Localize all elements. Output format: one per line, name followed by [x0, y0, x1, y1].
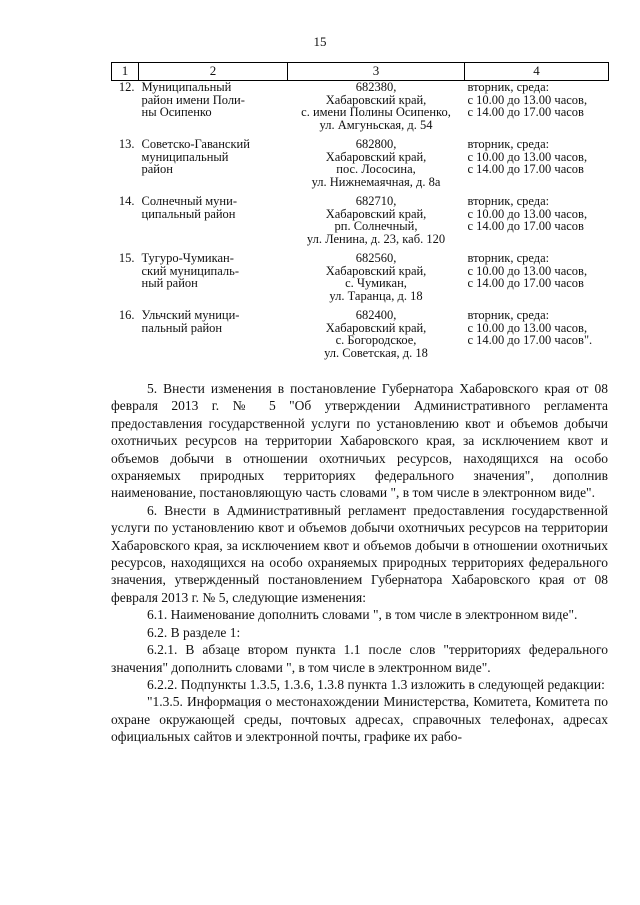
office-address-line: ул. Нижнемаячная, д. 8а — [311, 174, 441, 189]
district-name-line: муниципальный — [141, 149, 229, 164]
paragraph: 6.1. Наименование дополнить словами ", в том числе в электронном виде". — [147, 607, 578, 623]
reception-schedule — [465, 252, 609, 309]
reception-schedule-line: вторник, среда: — [467, 251, 550, 265]
table-row — [112, 195, 609, 252]
table-header-row — [112, 63, 609, 81]
table-row — [112, 138, 609, 195]
row-number: 12. — [118, 80, 135, 94]
paragraph: 6.2.2. Подпункты 1.3.5, 1.3.6, 1.3.8 пункта 1.3 изложить в следующей редакции: — [147, 676, 605, 692]
district-name — [139, 309, 288, 366]
paragraph: 5. Внести изменения в постановление Губернатора Хабаровского края от 08 февраля 2013 г. № 5 "Об утверждении Административного регламента предоставления государственной услуги по установлению квот и объемов добычи охотничьих ресурсов на территории Хабаровского края, за исключением квот и объемов добычи в отношении охотничьих ресурсов, находящихся на особо охраняемых природных территориях федерального значения", дополнив наименование, постановляющую часть словами ", в том числе в электронном виде". — [111, 381, 608, 501]
reception-schedule-line: вторник, среда: — [467, 80, 550, 94]
district-name-line: район — [141, 162, 173, 176]
district-name — [139, 252, 288, 309]
office-address-line: Хабаровский край, — [325, 206, 427, 221]
office-address-line: ул. Советская, д. 18 — [324, 345, 428, 360]
district-name-line: ципальный район — [141, 206, 236, 221]
reception-schedule-line: с 10.00 до 13.00 часов, — [467, 92, 588, 107]
office-address-line: 682710, — [355, 194, 397, 208]
office-address — [288, 195, 465, 252]
document-body — [111, 380, 608, 746]
reception-schedule-line: с 14.00 до 17.00 часов — [467, 105, 584, 119]
office-address-line: пос. Лососина, — [336, 162, 416, 176]
row-number: 13. — [118, 137, 135, 151]
office-address — [288, 138, 465, 195]
district-name — [139, 195, 288, 252]
reception-schedule-line: вторник, среда: — [467, 194, 550, 208]
reception-schedule-line: с 10.00 до 13.00 часов, — [467, 263, 588, 278]
reception-schedule — [465, 195, 609, 252]
table-row — [112, 309, 609, 366]
office-address-line: 682560, — [355, 251, 397, 265]
reception-schedule-line: с 10.00 до 13.00 часов, — [467, 320, 588, 335]
district-name-line: ский муниципаль- — [141, 263, 239, 278]
district-name-line: район имени Поли- — [141, 92, 245, 107]
district-name-line: Ульчский муници- — [141, 308, 240, 322]
district-name-line: ный район — [141, 276, 198, 290]
offices-table — [111, 62, 609, 366]
office-address-line: ул. Ленина, д. 23, каб. 120 — [306, 231, 446, 246]
district-name — [139, 138, 288, 195]
office-address-line: ул. Амгуньская, д. 54 — [319, 117, 433, 132]
reception-schedule-line: вторник, среда: — [467, 308, 550, 322]
reception-schedule — [465, 81, 609, 139]
office-address-line: Хабаровский край, — [325, 92, 427, 107]
district-name-line: пальный район — [141, 320, 223, 335]
office-address-line: 682400, — [355, 308, 397, 322]
office-address-line: 682380, — [355, 80, 397, 94]
office-address-line: Хабаровский край, — [325, 320, 427, 335]
paragraph: 6.2. В разделе 1: — [147, 624, 241, 640]
table-row — [112, 81, 609, 139]
office-address-line: ул. Таранца, д. 18 — [329, 288, 423, 303]
district-name-line: ны Осипенко — [141, 105, 212, 119]
office-address-line: Хабаровский край, — [325, 149, 427, 164]
reception-schedule-line: с 14.00 до 17.00 часов". — [467, 333, 593, 347]
page-number: 15 — [313, 34, 327, 49]
column-header: 3 — [288, 63, 465, 81]
office-address-line: с. Богородское, — [335, 333, 417, 347]
reception-schedule — [465, 309, 609, 366]
office-address — [288, 252, 465, 309]
paragraph: 6. Внести в Административный регламент предоставления государственной услуги по установлению квот и объемов добычи охотничьих ресурсов на территории Хабаровского края, за исключением квот и объемов добычи в отношении охотничьих ресурсов, находящихся на особо охраняемых природных территориях федерального значения, утвержденный постановлением Губернатора Хабаровского края от 08 февраля 2013 г. № 5, следующие изменения: — [111, 502, 608, 605]
column-header: 2 — [139, 63, 288, 81]
reception-schedule-line: с 10.00 до 13.00 часов, — [467, 149, 588, 164]
office-address-line: с. Чумикан, — [345, 276, 407, 290]
office-address-line: с. имени Полины Осипенко, — [301, 105, 451, 119]
reception-schedule-line: с 14.00 до 17.00 часов — [467, 162, 584, 176]
row-number: 14. — [118, 194, 135, 208]
district-name-line: Тугуро-Чумикан- — [141, 251, 234, 265]
office-address — [288, 309, 465, 366]
reception-schedule-line: с 10.00 до 13.00 часов, — [467, 206, 588, 221]
row-number: 16. — [118, 308, 135, 322]
column-header: 4 — [465, 63, 609, 81]
row-number: 15. — [118, 251, 135, 265]
table-row — [112, 252, 609, 309]
paragraph: "1.3.5. Информация о местонахождении Министерства, Комитета, Комитета по охране окружающей среды, почтовых адресах, справочных телефонах, адресах официальных сайтов и электронной почты, графике их рабо- — [111, 694, 608, 745]
district-name-line: Муниципальный — [141, 80, 232, 94]
district-name — [139, 81, 288, 139]
reception-schedule-line: с 14.00 до 17.00 часов — [467, 276, 584, 290]
office-address-line: рп. Солнечный, — [334, 219, 418, 233]
office-address-line: Хабаровский край, — [325, 263, 427, 278]
reception-schedule-line: с 14.00 до 17.00 часов — [467, 219, 584, 233]
reception-schedule — [465, 138, 609, 195]
column-header: 1 — [112, 63, 139, 81]
office-address-line: 682800, — [355, 137, 397, 151]
district-name-line: Советско-Гаванский — [141, 137, 250, 151]
reception-schedule-line: вторник, среда: — [467, 137, 550, 151]
office-address — [288, 81, 465, 139]
paragraph: 6.2.1. В абзаце втором пункта 1.1 после слов "территориях федерального значения" дополнить словами ", в том числе в электронном виде". — [111, 642, 608, 675]
district-name-line: Солнечный муни- — [141, 194, 237, 208]
